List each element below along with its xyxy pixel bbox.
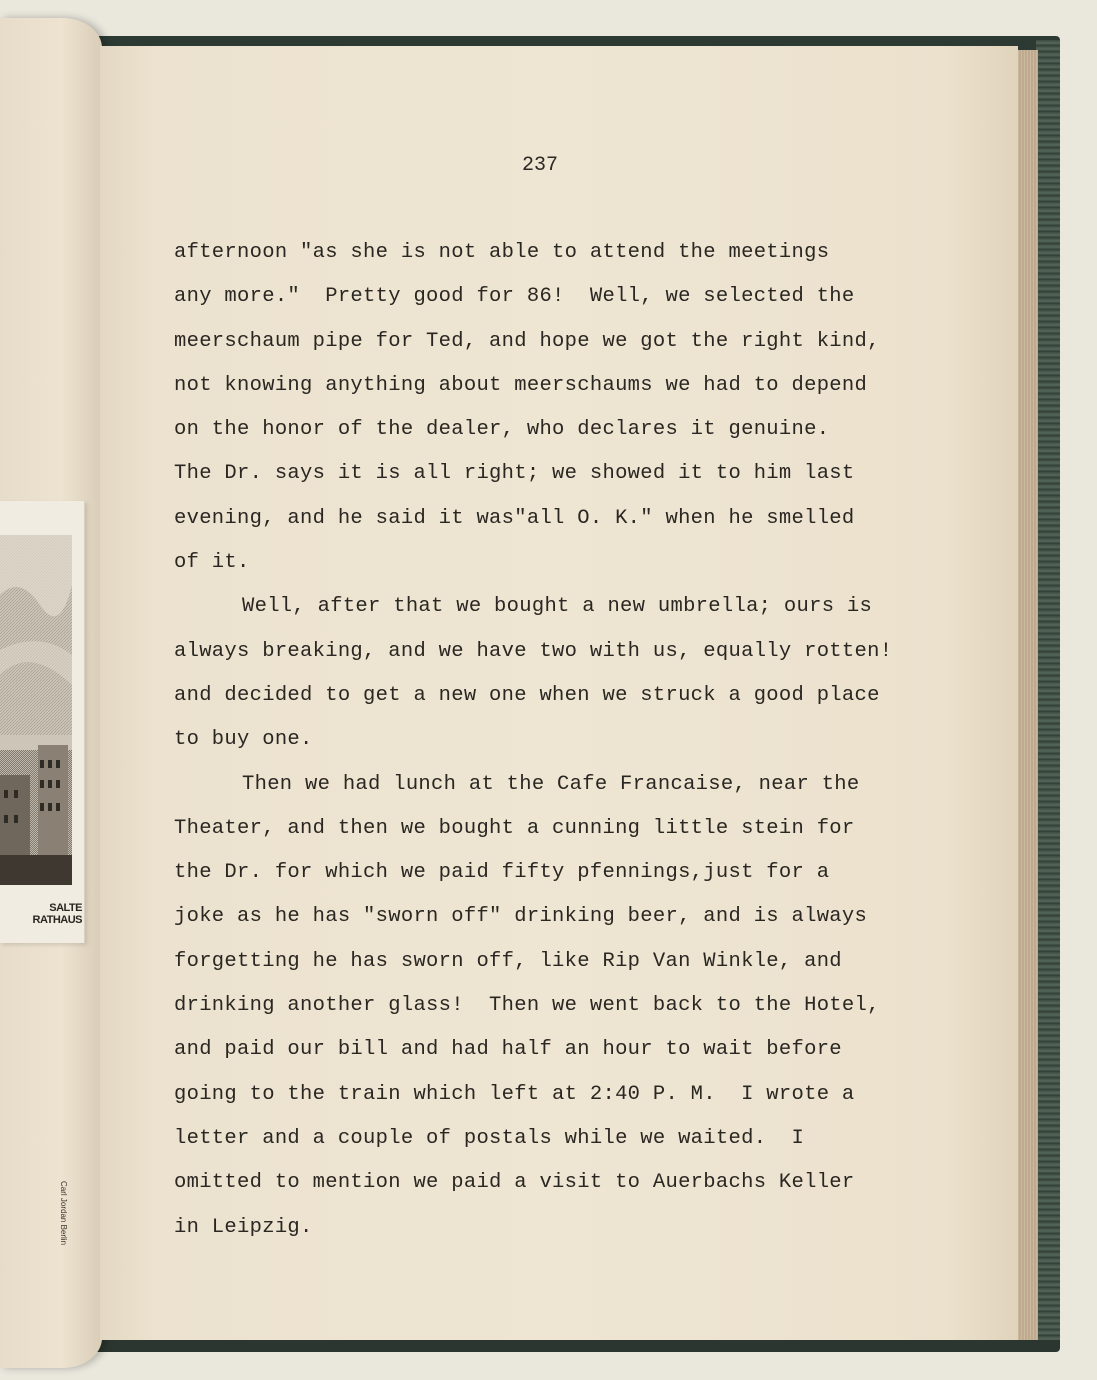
text-line: and decided to get a new one when we struck a good place: [174, 683, 880, 707]
text-line: on the honor of the dealer, who declares it genuine.: [174, 418, 830, 442]
text-line: drinking another glass! Then we went back to the Hotel,: [174, 994, 880, 1018]
typed-text-body: [174, 231, 974, 1250]
text-line: forgetting he has sworn off, like Rip Van Winkle, and: [174, 949, 842, 973]
text-line: of it.: [174, 551, 250, 575]
text-line: Then we had lunch at the Cafe Francaise, near the: [242, 772, 860, 796]
tipped-in-plate: [0, 501, 85, 1246]
text-line: The Dr. says it is all right; we showed it to him last: [174, 462, 855, 486]
text-line: Well, after that we bought a new umbrella; ours is: [242, 595, 873, 619]
text-line: any more." Pretty good for 86! Well, we selected the: [174, 285, 855, 309]
plate-credit: Carl Jordan Berlin: [59, 1181, 68, 1246]
text-line: omitted to mention we paid a visit to Auerbachs Keller: [174, 1171, 855, 1195]
text-line: afternoon "as she is not able to attend the meetings: [174, 241, 830, 264]
etching-illustration: [0, 535, 72, 885]
plate-caption: SALTE RATHAUS: [32, 902, 82, 926]
text-line: meerschaum pipe for Ted, and hope we got the right kind,: [174, 329, 880, 353]
text-line: going to the train which left at 2:40 P. M. I wrote a: [174, 1082, 855, 1106]
text-line: the Dr. for which we paid fifty pfennings,just for a: [174, 861, 830, 885]
left-page: [0, 18, 102, 1368]
text-line: always breaking, and we have two with us, equally rotten!: [174, 639, 893, 663]
text-line: evening, and he said it was"all O. K." when he smelled: [174, 506, 855, 530]
text-line: joke as he has "sworn off" drinking beer, and is always: [174, 905, 868, 929]
text-line: and paid our bill and had half an hour to wait before: [174, 1038, 842, 1062]
text-line: in Leipzig.: [174, 1215, 313, 1239]
typed-page: [100, 46, 1018, 1340]
page-number: 237: [521, 154, 558, 177]
text-line: letter and a couple of postals while we waited. I: [174, 1126, 805, 1150]
cover-edge: [1036, 40, 1060, 1340]
text-line: Theater, and then we bought a cunning little stein for: [174, 816, 855, 840]
text-line: not knowing anything about meerschaums we had to depend: [174, 373, 868, 397]
text-line: to buy one.: [174, 728, 313, 752]
